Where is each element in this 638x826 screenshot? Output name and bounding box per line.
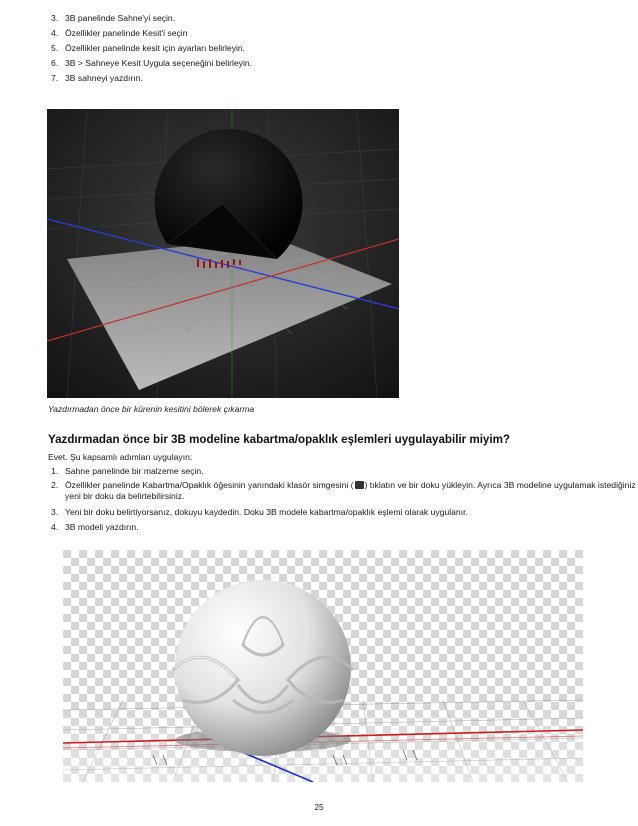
step-number: 3. (51, 13, 59, 23)
embossed-sphere-image (63, 550, 583, 782)
list-item (48, 72, 252, 87)
step-text: Yeni bir doku belirtiyorsanız, dokuyu kaydedin. Doku 3B modele kabartma/opaklık eşlemi olarak uygulanır. (65, 507, 468, 517)
step-text: 3B panelinde Sahne'yi seçin. (65, 13, 176, 23)
steps-list-bottom (48, 465, 638, 536)
list-item (48, 57, 252, 72)
step-text-after-icon: ) tıklatın ve bir doku yükleyin. Ayrıca 3B modeline uygulamak istediğiniz yeni bir doku da belirtebilirsiniz. (65, 480, 636, 501)
list-item (48, 12, 252, 27)
page-number: 25 (314, 803, 324, 812)
step-number: 7. (51, 73, 59, 83)
list-item (48, 27, 252, 42)
steps-list-top (48, 12, 252, 87)
step-number: 1. (51, 466, 59, 476)
section-heading: Yazdırmadan önce bir 3B modeline kabartma/opaklık eşlemleri uygulayabilir miyim? (48, 433, 510, 446)
list-item (48, 480, 638, 506)
step-text: 3B > Sahneye Kesit Uygula seçeneğini belirleyin. (65, 58, 253, 68)
folder-icon (355, 481, 364, 489)
section-intro: Evet. Şu kapsamlı adımları uygulayın: (48, 452, 193, 462)
list-item (48, 42, 252, 57)
svg-text:· ··: · ·· (247, 283, 254, 289)
step-text: Özellikler panelinde Kesit'i seçin (65, 28, 188, 38)
step-text: 3B modeli yazdırın. (65, 522, 139, 532)
step-text: Sahne panelinde bir malzeme seçin. (65, 466, 204, 476)
step-text: Özellikler panelinde kesit için ayarları belirleyin. (65, 43, 246, 53)
step-number: 4. (51, 28, 59, 38)
step-number: 2. (51, 480, 59, 490)
step-number: 5. (51, 43, 59, 53)
step-text: 3B sahneyi yazdırın. (65, 73, 143, 83)
list-item (48, 506, 638, 521)
list-item (48, 521, 638, 536)
step-number: 6. (51, 58, 59, 68)
step-number: 4. (51, 522, 59, 532)
step-number: 3. (51, 507, 59, 517)
list-item (48, 465, 638, 480)
svg-text:·· ·: ·· · (147, 273, 154, 279)
figure-caption: Yazdırmadan önce bir kürenin kesitini bölerek çıkarma (48, 404, 255, 414)
sphere-cross-section-image (47, 109, 399, 398)
svg-text:··: ·· (187, 327, 191, 333)
step-text-before-icon: Özellikler panelinde Kabartma/Opaklık öğesinin yanındaki klasör simgesini ( (65, 480, 354, 490)
